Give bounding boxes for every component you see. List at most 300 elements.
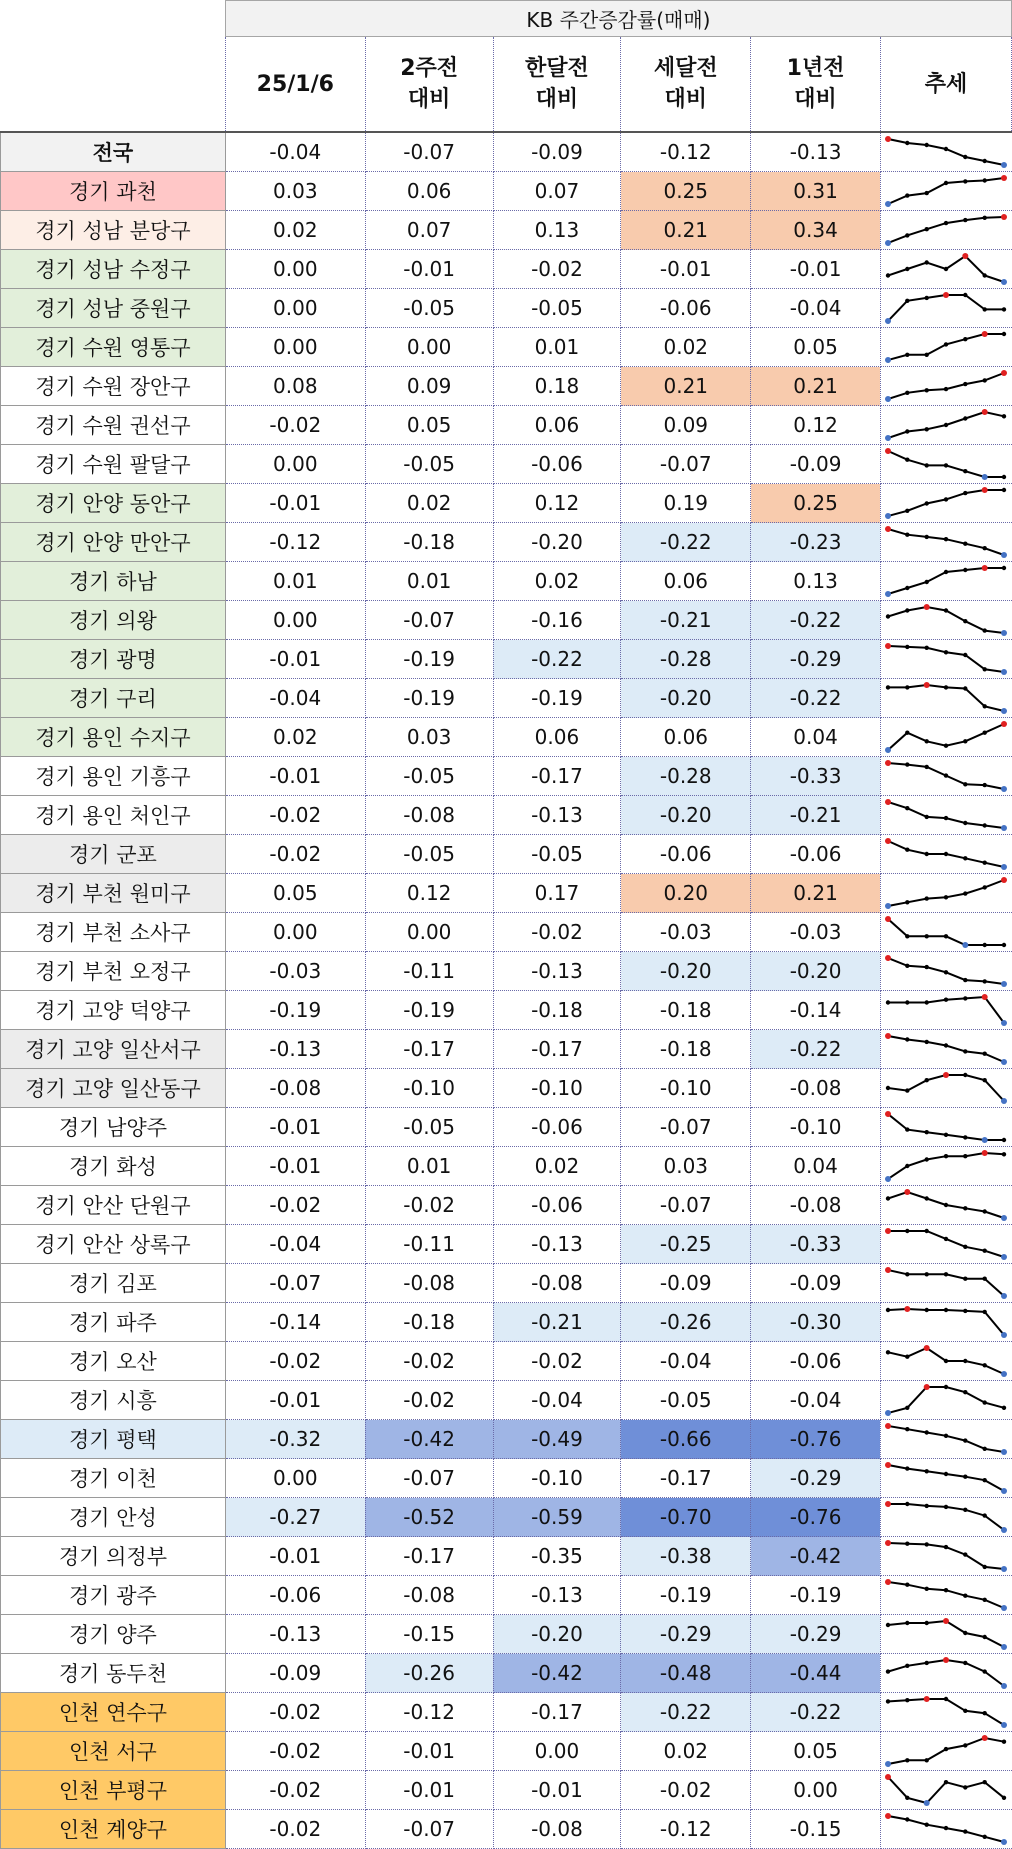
trend-point [963, 155, 967, 159]
trend-point [963, 293, 967, 297]
trend-point [924, 296, 928, 300]
trend-sparkline-cell [880, 1420, 1011, 1459]
trend-sparkline-cell [880, 1186, 1011, 1225]
trend-point-max [962, 253, 968, 259]
value-cell: -0.06 [493, 445, 621, 484]
trend-point [982, 1277, 986, 1281]
trend-point [1002, 1138, 1006, 1142]
value-cell: -0.20 [621, 796, 751, 835]
trend-sparkline-cell [880, 952, 1011, 991]
trend-point [886, 1308, 890, 1312]
value-cell: 0.13 [493, 211, 621, 250]
trend-point-max [885, 1540, 891, 1546]
value-cell: 0.04 [751, 1147, 881, 1186]
trend-point-min [1001, 1839, 1007, 1845]
table-body [1, 132, 1012, 1849]
value-cell: -0.59 [493, 1498, 621, 1537]
trend-point-min [1001, 1605, 1007, 1611]
table-row [1, 874, 1012, 913]
trend-point [982, 307, 986, 311]
value-cell: -0.03 [751, 913, 881, 952]
trend-point [944, 423, 948, 427]
trend-point-min [962, 942, 968, 948]
trend-point [905, 429, 909, 433]
trend-point [924, 1823, 928, 1827]
trend-sparkline [881, 562, 1011, 600]
value-cell: 0.03 [621, 1147, 751, 1186]
column-header [621, 37, 751, 133]
value-cell: -0.06 [751, 835, 881, 874]
value-cell: -0.01 [365, 250, 493, 289]
value-cell: -0.21 [751, 796, 881, 835]
value-cell: 0.02 [621, 328, 751, 367]
trend-point-max [885, 643, 891, 649]
trend-point-max [885, 1267, 891, 1273]
trend-point [944, 998, 948, 1002]
value-cell: 0.00 [493, 1732, 621, 1771]
value-cell: -0.29 [751, 1459, 881, 1498]
trend-point [982, 861, 986, 865]
trend-point [924, 1040, 928, 1044]
trend-sparkline [881, 991, 1011, 1029]
value-cell: -0.13 [225, 1030, 365, 1069]
trend-point [886, 1699, 890, 1703]
trend-point [924, 1229, 928, 1233]
value-cell: -0.38 [621, 1537, 751, 1576]
trend-point [905, 509, 909, 513]
trend-sparkline-cell [880, 367, 1011, 406]
trend-sparkline [881, 1030, 1011, 1068]
trend-point [905, 1698, 909, 1702]
trend-point-min [1001, 1293, 1007, 1299]
trend-point-max [885, 838, 891, 844]
value-cell: -0.09 [751, 1264, 881, 1303]
trend-point [905, 1583, 909, 1587]
trend-point [905, 900, 909, 904]
region-name: 경기 부천 오정구 [1, 952, 226, 991]
region-name: 경기 부천 원미구 [1, 874, 226, 913]
trend-point [982, 1598, 986, 1602]
value-cell: -0.04 [751, 1381, 881, 1420]
value-cell: -0.02 [621, 1771, 751, 1810]
trend-sparkline [881, 1459, 1011, 1497]
trend-point [982, 1513, 986, 1517]
trend-point-min [1001, 708, 1007, 714]
trend-point [1002, 1406, 1006, 1410]
value-cell: -0.11 [365, 952, 493, 991]
trend-point [944, 387, 948, 391]
trend-point [944, 1434, 948, 1438]
value-cell: 0.08 [225, 367, 365, 406]
trend-point [982, 1363, 986, 1367]
trend-point [944, 816, 948, 820]
trend-point [924, 1621, 928, 1625]
value-cell: -0.08 [751, 1069, 881, 1108]
trend-sparkline-cell [880, 640, 1011, 679]
trend-sparkline-cell [880, 1615, 1011, 1654]
trend-point [963, 653, 967, 657]
trend-line [888, 919, 1004, 945]
value-cell: -0.18 [365, 1303, 493, 1342]
trend-point-min [1001, 1098, 1007, 1104]
region-name: 경기 용인 처인구 [1, 796, 226, 835]
table-row [1, 1615, 1012, 1654]
trend-sparkline [881, 1771, 1011, 1809]
trend-point-max [982, 1150, 988, 1156]
trend-point-min [1001, 1566, 1007, 1572]
trend-point [963, 1552, 967, 1556]
table-row [1, 328, 1012, 367]
trend-point [886, 614, 890, 618]
value-cell: -0.02 [365, 1342, 493, 1381]
trend-sparkline-cell [880, 328, 1011, 367]
trend-point [924, 1758, 928, 1762]
value-cell: -0.15 [751, 1810, 881, 1849]
trend-line [888, 1660, 1004, 1686]
value-cell: 0.02 [225, 211, 365, 250]
trend-point-max [943, 292, 949, 298]
trend-point-max [885, 955, 891, 961]
value-cell: -0.02 [225, 406, 365, 445]
value-cell: 0.01 [365, 1147, 493, 1186]
trend-line [888, 1231, 1004, 1257]
value-cell: -0.05 [365, 1108, 493, 1147]
trend-point [905, 353, 909, 357]
table-row [1, 1069, 1012, 1108]
trend-point-min [885, 903, 891, 909]
trend-point [963, 782, 967, 786]
trend-point-min [1001, 669, 1007, 675]
value-cell: -0.08 [225, 1069, 365, 1108]
trend-point [905, 1355, 909, 1359]
trend-point-max [885, 760, 891, 766]
trend-sparkline-cell [880, 250, 1011, 289]
region-name: 경기 오산 [1, 1342, 226, 1381]
trend-sparkline-cell [880, 1030, 1011, 1069]
trend-point [963, 1277, 967, 1281]
value-cell: -0.12 [365, 1693, 493, 1732]
value-cell: -0.09 [621, 1264, 751, 1303]
trend-point-max [982, 409, 988, 415]
trend-point [1002, 566, 1006, 570]
value-cell: -0.02 [225, 1771, 365, 1810]
value-cell: -0.01 [225, 1537, 365, 1576]
trend-point [905, 806, 909, 810]
trend-point-min [1001, 1488, 1007, 1494]
trend-sparkline-cell [880, 1303, 1011, 1342]
trend-sparkline-cell [880, 562, 1011, 601]
trend-point-min [1001, 981, 1007, 987]
value-cell: 0.05 [751, 328, 881, 367]
value-cell: -0.08 [365, 1576, 493, 1615]
region-name: 경기 수원 영통구 [1, 328, 226, 367]
trend-point [924, 896, 928, 900]
trend-point-max [924, 1696, 930, 1702]
trend-sparkline [881, 601, 1011, 639]
trend-point [963, 891, 967, 895]
trend-line [888, 1582, 1004, 1608]
value-cell: -0.15 [365, 1615, 493, 1654]
value-cell: -0.20 [621, 679, 751, 718]
trend-point [924, 1308, 928, 1312]
trend-sparkline [881, 1615, 1011, 1653]
trend-point-max [885, 526, 891, 532]
value-cell: -0.42 [365, 1420, 493, 1459]
trend-point [944, 1472, 948, 1476]
trend-sparkline-cell [880, 679, 1011, 718]
trend-point [905, 193, 909, 197]
value-cell: 0.07 [365, 211, 493, 250]
trend-point [963, 821, 967, 825]
value-cell: -0.66 [621, 1420, 751, 1459]
trend-point [982, 378, 986, 382]
trend-point-min [1001, 552, 1007, 558]
trend-point [905, 267, 909, 271]
trend-point [982, 1635, 986, 1639]
region-name: 경기 성남 분당구 [1, 211, 226, 250]
trend-point-min [885, 318, 891, 324]
value-cell: -0.44 [751, 1654, 881, 1693]
value-cell: 0.09 [621, 406, 751, 445]
trend-point [982, 178, 986, 182]
trend-sparkline-cell [880, 1576, 1011, 1615]
region-name: 경기 의정부 [1, 1537, 226, 1576]
trend-sparkline-cell [880, 874, 1011, 913]
value-cell: -0.01 [225, 757, 365, 796]
trend-sparkline [881, 523, 1011, 561]
trend-sparkline-cell [880, 1537, 1011, 1576]
region-name: 경기 구리 [1, 679, 226, 718]
trend-point-min [1001, 1215, 1007, 1221]
value-cell: 0.02 [621, 1732, 751, 1771]
trend-point [944, 1826, 948, 1830]
value-cell: -0.02 [365, 1381, 493, 1420]
trend-point [944, 1203, 948, 1207]
value-cell: -0.27 [225, 1498, 365, 1537]
trend-sparkline-cell [880, 1069, 1011, 1108]
trend-point-min [885, 201, 891, 207]
trend-point [963, 1309, 967, 1313]
trend-point [963, 1508, 967, 1512]
value-cell: -0.70 [621, 1498, 751, 1537]
value-cell: -0.05 [365, 289, 493, 328]
region-name: 인천 서구 [1, 1732, 226, 1771]
value-cell: -0.23 [751, 523, 881, 562]
value-cell: -0.19 [365, 640, 493, 679]
trend-point [1002, 1796, 1006, 1800]
value-cell: -0.04 [225, 1225, 365, 1264]
region-name: 인천 연수구 [1, 1693, 226, 1732]
trend-point [963, 1049, 967, 1053]
trend-point [963, 416, 967, 420]
value-cell: -0.08 [493, 1810, 621, 1849]
trend-point [905, 458, 909, 462]
trend-point [982, 943, 986, 947]
region-name: 경기 광명 [1, 640, 226, 679]
table-row [1, 484, 1012, 523]
region-name: 경기 고양 덕양구 [1, 991, 226, 1030]
trend-point [924, 1469, 928, 1473]
trend-point [963, 1829, 967, 1833]
value-cell: -0.16 [493, 601, 621, 640]
trend-sparkline [881, 1498, 1011, 1536]
region-name: 경기 양주 [1, 1615, 226, 1654]
trend-point [886, 1623, 890, 1627]
value-cell: -0.02 [225, 835, 365, 874]
trend-point [924, 580, 928, 584]
value-cell: -0.18 [365, 523, 493, 562]
value-cell: -0.13 [751, 132, 881, 172]
region-name: 인천 부평구 [1, 1771, 226, 1810]
value-cell: 0.21 [621, 211, 751, 250]
header-blank [1, 1, 226, 37]
trend-point-max [943, 1657, 949, 1663]
table-row [1, 835, 1012, 874]
trend-line [888, 1075, 1004, 1101]
value-cell: 0.02 [493, 562, 621, 601]
trend-point [982, 667, 986, 671]
value-cell: 0.34 [751, 211, 881, 250]
value-cell: -0.04 [493, 1381, 621, 1420]
value-cell: 0.05 [751, 1732, 881, 1771]
value-cell: 0.25 [621, 172, 751, 211]
trend-point [905, 608, 909, 612]
trend-point [924, 1078, 928, 1082]
value-cell: -0.08 [493, 1264, 621, 1303]
trend-point [905, 1272, 909, 1276]
trend-point [1002, 488, 1006, 492]
value-cell: -0.01 [225, 1381, 365, 1420]
trend-point-max [924, 1384, 930, 1390]
column-header [365, 37, 493, 133]
trend-point [944, 1308, 948, 1312]
trend-point-min [1001, 1059, 1007, 1065]
region-name: 인천 계양구 [1, 1810, 226, 1849]
trend-point [944, 1272, 948, 1276]
trend-point-max [982, 487, 988, 493]
value-cell: -0.05 [365, 757, 493, 796]
value-cell: -0.06 [621, 835, 751, 874]
trend-sparkline-cell [880, 796, 1011, 835]
value-cell: 0.00 [225, 328, 365, 367]
column-header-label: 대비 [664, 87, 707, 112]
value-cell: 0.00 [365, 328, 493, 367]
region-name: 경기 안양 동안구 [1, 484, 226, 523]
value-cell: -0.14 [751, 991, 881, 1030]
value-cell: 0.00 [225, 601, 365, 640]
trend-point [944, 463, 948, 467]
value-cell: 0.18 [493, 367, 621, 406]
trend-point [905, 533, 909, 537]
value-cell: -0.10 [365, 1069, 493, 1108]
trend-point-max [1001, 721, 1007, 727]
trend-point [1002, 307, 1006, 311]
value-cell: 0.06 [493, 718, 621, 757]
value-cell: 0.20 [621, 874, 751, 913]
trend-point-max [1001, 175, 1007, 181]
table-row [1, 562, 1012, 601]
trend-sparkline [881, 835, 1011, 873]
value-cell: -0.02 [225, 1693, 365, 1732]
trend-point [886, 1000, 890, 1004]
trend-point [905, 762, 909, 766]
value-cell: 0.03 [365, 718, 493, 757]
region-name: 경기 과천 [1, 172, 226, 211]
trend-point [924, 1542, 928, 1546]
trend-sparkline [881, 1069, 1011, 1107]
value-cell: -0.21 [621, 601, 751, 640]
trend-point-max [885, 136, 891, 142]
trend-point [905, 1427, 909, 1431]
trend-sparkline [881, 211, 1011, 249]
trend-point [944, 1385, 948, 1389]
trend-point-min [885, 396, 891, 402]
value-cell: -0.02 [225, 1810, 365, 1849]
trend-point [905, 685, 909, 689]
table-row [1, 1693, 1012, 1732]
trend-point [944, 1237, 948, 1241]
value-cell: -0.07 [365, 1459, 493, 1498]
trend-point-max [1001, 877, 1007, 883]
region-name: 경기 파주 [1, 1303, 226, 1342]
trend-point-max [885, 1813, 891, 1819]
trend-point-min [885, 747, 891, 753]
trend-point [924, 852, 928, 856]
trend-sparkline-cell [880, 523, 1011, 562]
trend-point [905, 141, 909, 145]
trend-point [924, 1272, 928, 1276]
trend-point [944, 570, 948, 574]
trend-point [924, 1000, 928, 1004]
trend-sparkline-cell [880, 1693, 1011, 1732]
value-cell: -0.05 [493, 289, 621, 328]
table-row [1, 1459, 1012, 1498]
value-cell: -0.19 [621, 1576, 751, 1615]
value-cell: -0.04 [751, 289, 881, 328]
table-row [1, 289, 1012, 328]
trend-point [982, 1447, 986, 1451]
trend-point-max [943, 1072, 949, 1078]
trend-point [944, 267, 948, 271]
region-name: 경기 김포 [1, 1264, 226, 1303]
value-cell: -0.01 [493, 1771, 621, 1810]
trend-point-max [885, 448, 891, 454]
trend-point-max [885, 799, 891, 805]
table-row [1, 1303, 1012, 1342]
value-cell: -0.01 [225, 484, 365, 523]
trend-sparkline [881, 289, 1011, 327]
trend-point-max [943, 1618, 949, 1624]
value-cell: 0.13 [751, 562, 881, 601]
table-row [1, 211, 1012, 250]
trend-sparkline-cell [880, 211, 1011, 250]
trend-point [1002, 1740, 1006, 1744]
value-cell: -0.02 [365, 1186, 493, 1225]
value-cell: 0.01 [365, 562, 493, 601]
trend-point [924, 1196, 928, 1200]
value-cell: -0.20 [493, 1615, 621, 1654]
trend-point [905, 934, 909, 938]
trend-point [963, 218, 967, 222]
trend-sparkline [881, 1342, 1011, 1380]
value-cell: -0.10 [621, 1069, 751, 1108]
trend-point [982, 628, 986, 632]
trend-point-max [885, 1462, 891, 1468]
trend-point [963, 996, 967, 1000]
trend-sparkline [881, 1381, 1011, 1419]
trend-point [963, 978, 967, 982]
trend-sparkline [881, 1186, 1011, 1224]
